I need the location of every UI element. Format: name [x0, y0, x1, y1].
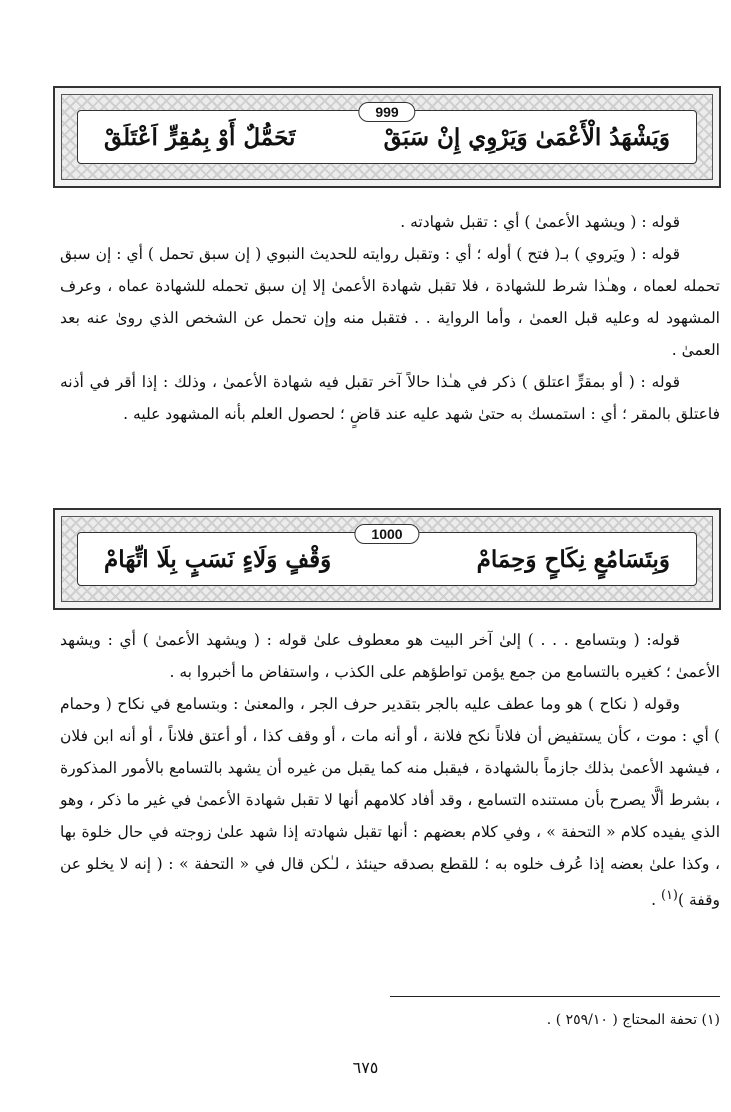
commentary-block-1: [60, 206, 720, 430]
commentary-paragraph: قوله : ( ويَروي ) بـ( فتح ) أوله ؛ أي : وتقبل روايته للحديث النبوي ( إن سبق تحمل ) أي : إن سبق تحمله لعماه ، وهـٰذا شرط للشهادة ، فلا تقبل شهادة الأعمىٰ إلا إن سبق تحمله للشهادة عماه ، وعرف المشهود له وعليه قبل العمىٰ ، وأما الرواية . . فتقبل منه وإن تحمل عن الشخص الذي روىٰ عنه بعد العمىٰ .: [60, 245, 720, 359]
verse-first-hemistich: وَبِتَسَامُعٍ نِكَاحٍ وَحِمَامْ: [476, 545, 670, 573]
verse-frame-999: [53, 86, 721, 188]
verse-second-hemistich: تَحَمُّلٌ أَوْ بِمُقِرٍّ اَعْتَلَقْ: [104, 123, 296, 151]
footnote: (١) تحفة المحتاج ( ٢٥٩/١٠ ) .: [546, 1012, 720, 1028]
footnote-marker: (١): [660, 888, 678, 903]
verse-first-hemistich: وَيَشْهَدُ الْأَعْمَىٰ وَيَرْوِي إِنْ سَبَقْ: [383, 123, 670, 151]
verse-frame-1000: [53, 508, 721, 610]
footnote-divider: [390, 996, 720, 997]
verse-box: [77, 526, 697, 586]
commentary-paragraph: وقوله ( نكاح ) هو وما عطف عليه بالجر بتقدير حرف الجر ، والمعنىٰ : وبتسامع في نكاح ( وحمام ) أي : موت ، كأن يستفيض أن فلاناً نكح فلانة ، أو أنه مات ، أو وقف كذا ، أو أعتق فلاناً ، أو أنه ابن فلان ، فيشهد الأعمىٰ بذلك جازماً بالشهادة ، فيقبل منه كما يقبل من غيره أن يشهد بالتسامع بالأمور المذكورة ، بشرط ألَّا يصرح بأن مستنده التسامع ، وقد أفاد كلامهم أنها لا تقبل شهادة الأعمىٰ في غير ما ذكر ، وهو الذي يفيده كلام « التحفة » ، وفي كلام بعضهم : أنها تقبل شهادته إذا شهد علىٰ زوجته في حال خلوة بها ، وكذا علىٰ بعضه إذا عُرف خلوه به ؛ للقطع بصدقه حينئذ ، لـٰكن قال في « التحفة » : ( إنه لا يخلو عن وقفة )$^{(١)}$ .: [60, 695, 720, 910]
commentary-text: وقوله ( نكاح ) هو وما عطف عليه بالجر بتقدير حرف الجر ، والمعنىٰ : وبتسامع في نكاح ( وحمام ) أي : موت ، كأن يستفيض أن فلاناً نكح فلانة ، أو أنه مات ، أو وقف كذا ، أو أعتق فلاناً ، أو أنه ابن فلان ، فيشهد الأعمىٰ بذلك جازماً بالشهادة ، فيقبل منه كما يقبل من غيره أن يشهد بالتسامع بالأمور المذكورة ، بشرط ألَّا يصرح بأن مستنده التسامع ، وقد أفاد كلامهم أنها لا تقبل شهادة الأعمىٰ في غير ما ذكر ، وهو الذي يفيده كلام « التحفة » ، وفي كلام بعضهم : أنها تقبل شهادته إذا شهد علىٰ زوجته في حال خلوة بها ، وكذا علىٰ بعضه إذا عُرف خلوه به ؛ للقطع بصدقه حينئذ ، لـٰكن قال في « التحفة » : ( إنه لا يخلو عن وقفة ): [60, 695, 720, 910]
commentary-paragraph: قوله: ( وبتسامع . . . ) إلىٰ آخر البيت هو معطوف علىٰ قوله : ( ويشهد الأعمىٰ ) أي : ويشهد الأعمىٰ ؛ كغيره بالتسامع من جمع يؤمن تواطؤهم على الكذب ، واستفاض ما أخبروا به .: [60, 631, 720, 681]
commentary-block-2: [60, 624, 720, 916]
verse-box: [77, 104, 697, 164]
verse-second-hemistich: وَقْفٍ وَلَاءٍ نَسَبٍ بِلَا اتِّهَامْ: [104, 545, 332, 573]
verse-number: 1000: [354, 524, 419, 544]
commentary-paragraph: قوله : ( ويشهد الأعمىٰ ) أي : تقبل شهادته .: [400, 213, 680, 231]
verse-number: 999: [358, 102, 415, 122]
page-number: ٦٧٥: [352, 1058, 379, 1077]
commentary-paragraph: قوله : ( أو بمقرٍّ اعتلق ) ذكر في هـٰذا حالاً آخر تقبل فيه شهادة الأعمىٰ ، وذلك : إذا أقر في أذنه فاعتلق بالمقر ؛ أي : استمسك به حتىٰ شهد عليه عند قاضٍ ؛ لحصول العلم بأنه المشهود عليه .: [60, 373, 720, 423]
